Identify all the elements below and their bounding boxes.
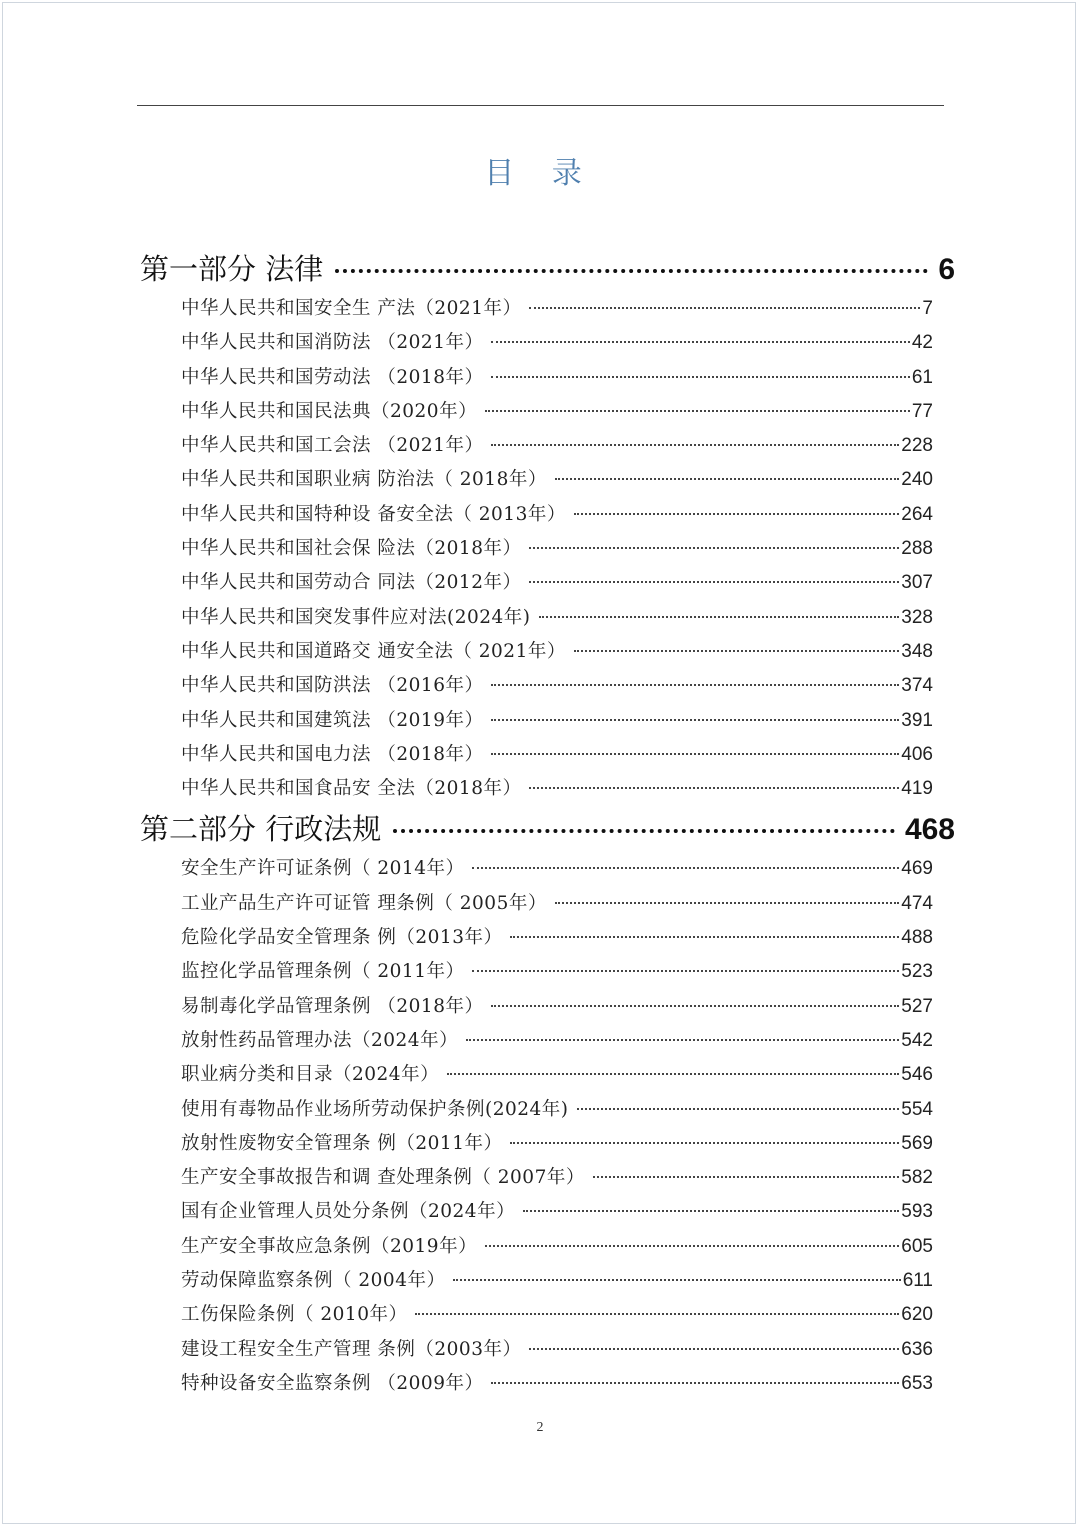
dot-leader [577, 1108, 900, 1110]
dot-leader [529, 307, 920, 309]
entry-label: 生产安全事故报告和调 查处理条例（ 2007年） [181, 1167, 585, 1189]
entry-label: 安全生产许可证条例（ 2014年） [181, 858, 465, 880]
entry-label: 中华人民共和国建筑法 （2019年） [181, 709, 484, 731]
toc-section-heading[interactable] [140, 246, 955, 292]
entry-page-number: 228 [901, 435, 933, 457]
toc-entry-list [140, 292, 955, 806]
entry-page-number: 374 [901, 675, 933, 697]
toc-entry[interactable] [140, 498, 955, 532]
toc-entry[interactable] [140, 852, 955, 886]
dot-leader [472, 867, 899, 869]
entry-label: 中华人民共和国道路交 通安全法（ 2021年） [181, 640, 566, 662]
entry-page-number: 582 [901, 1167, 933, 1189]
toc-entry[interactable] [140, 1024, 955, 1058]
entry-page-number: 636 [901, 1338, 933, 1360]
entry-page-number: 569 [901, 1132, 933, 1154]
entry-label: 使用有毒物品作业场所劳动保护条例(2024年) [181, 1098, 569, 1120]
dot-leader [491, 753, 899, 755]
toc-entry[interactable] [140, 738, 955, 772]
entry-label: 中华人民共和国职业病 防治法（ 2018年） [181, 469, 547, 491]
toc-entry[interactable] [140, 361, 955, 395]
dot-leader [491, 1005, 899, 1007]
toc-entry[interactable] [140, 1161, 955, 1195]
dot-leader [523, 1210, 899, 1212]
entry-label: 中华人民共和国消防法 （2021年） [181, 332, 484, 354]
entry-label: 中华人民共和国电力法 （2018年） [181, 743, 484, 765]
entry-label: 危险化学品安全管理条 例（2013年） [181, 927, 503, 949]
toc-entry[interactable] [140, 1264, 955, 1298]
toc-entry[interactable] [140, 635, 955, 669]
entry-label: 中华人民共和国防洪法 （2016年） [181, 675, 484, 697]
toc-entry[interactable] [140, 463, 955, 497]
entry-page-number: 7 [922, 298, 933, 319]
entry-label: 中华人民共和国工会法 （2021年） [181, 435, 484, 457]
dot-leader [529, 547, 899, 549]
entry-page-number: 593 [901, 1201, 933, 1223]
toc-entry[interactable] [140, 921, 955, 955]
section-page-number: 468 [904, 813, 955, 847]
dot-leader [491, 1382, 899, 1384]
toc-title: 目 录 [484, 156, 596, 191]
entry-page-number: 419 [901, 778, 933, 800]
dot-leader [491, 719, 899, 721]
toc-entry[interactable] [140, 395, 955, 429]
entry-label: 中华人民共和国劳动合 同法（2012年） [181, 572, 522, 594]
entry-page-number: 554 [901, 1098, 933, 1120]
dot-leader [510, 1142, 899, 1144]
toc-entry[interactable] [140, 292, 955, 326]
entry-page-number: 488 [901, 927, 933, 949]
entry-label: 建设工程安全生产管理 条例（2003年） [181, 1338, 522, 1360]
dot-leader [415, 1313, 899, 1315]
dot-leader [539, 616, 900, 618]
dot-leader [555, 478, 899, 480]
entry-label: 中华人民共和国突发事件应对法(2024年) [181, 606, 531, 628]
toc-entry[interactable] [140, 1195, 955, 1229]
entry-label: 工业产品生产许可证管 理条例（ 2005年） [181, 892, 547, 914]
toc-entry[interactable] [140, 326, 955, 360]
section-label: 第二部分 行政法规 [140, 812, 382, 847]
toc-entry[interactable] [140, 1058, 955, 1092]
dot-leader [491, 341, 909, 343]
entry-page-number: 42 [911, 332, 933, 354]
entry-page-number: 469 [901, 858, 933, 880]
dot-leader [453, 1279, 900, 1281]
header-rule [137, 105, 944, 106]
dot-leader [593, 1176, 899, 1178]
dot-leader [393, 829, 895, 833]
entry-page-number: 406 [901, 743, 933, 765]
entry-label: 工伤保险条例（ 2010年） [181, 1304, 408, 1326]
toc-entry[interactable] [140, 601, 955, 635]
toc-entry[interactable] [140, 772, 955, 806]
dot-leader [485, 1245, 899, 1247]
toc-entry[interactable] [140, 1333, 955, 1367]
toc-entry[interactable] [140, 704, 955, 738]
entry-page-number: 288 [901, 538, 933, 560]
entry-label: 特种设备安全监察条例 （2009年） [181, 1372, 484, 1394]
toc-entry[interactable] [140, 1298, 955, 1332]
entry-page-number: 546 [901, 1064, 933, 1086]
entry-label: 中华人民共和国劳动法 （2018年） [181, 366, 484, 388]
toc-entry[interactable] [140, 1230, 955, 1264]
dot-leader [529, 787, 899, 789]
entry-page-number: 611 [902, 1270, 933, 1292]
entry-page-number: 542 [901, 1029, 933, 1051]
toc-entry[interactable] [140, 990, 955, 1024]
toc-entry[interactable] [140, 429, 955, 463]
entry-label: 放射性药品管理办法（2024年） [181, 1029, 459, 1051]
entry-label: 监控化学品管理条例（ 2011年） [181, 961, 465, 983]
dot-leader [574, 513, 899, 515]
entry-label: 中华人民共和国食品安 全法（2018年） [181, 778, 522, 800]
entry-page-number: 523 [901, 961, 933, 983]
dot-leader [491, 684, 899, 686]
dot-leader [529, 581, 899, 583]
toc-section-heading[interactable] [140, 806, 955, 852]
entry-label: 国有企业管理人员处分条例（2024年） [181, 1201, 516, 1223]
entry-page-number: 240 [901, 469, 933, 491]
dot-leader [466, 1039, 899, 1041]
dot-leader [447, 1073, 899, 1075]
entry-page-number: 307 [901, 572, 933, 594]
entry-label: 易制毒化学品管理条例 （2018年） [181, 995, 484, 1017]
entry-label: 中华人民共和国安全生 产法（2021年） [181, 298, 522, 319]
dot-leader [491, 444, 899, 446]
entry-page-number: 527 [901, 995, 933, 1017]
entry-page-number: 77 [911, 400, 933, 422]
entry-page-number: 328 [901, 606, 933, 628]
entry-label: 中华人民共和国民法典（2020年） [181, 400, 478, 422]
entry-label: 劳动保障监察条例（ 2004年） [181, 1270, 446, 1292]
dot-leader [472, 970, 899, 972]
entry-page-number: 348 [901, 640, 933, 662]
dot-leader [491, 376, 909, 378]
dot-leader [510, 936, 899, 938]
entry-page-number: 605 [901, 1235, 933, 1257]
toc-entry[interactable] [140, 1127, 955, 1161]
entry-page-number: 474 [901, 892, 933, 914]
toc-entry[interactable] [140, 532, 955, 566]
page-number: 2 [536, 1420, 544, 1435]
toc-entry[interactable] [140, 955, 955, 989]
entry-page-number: 264 [901, 503, 933, 525]
toc-entry[interactable] [140, 1367, 955, 1401]
entry-label: 放射性废物安全管理条 例（2011年） [181, 1132, 503, 1154]
entry-label: 职业病分类和目录（2024年） [181, 1064, 440, 1086]
entry-label: 中华人民共和国社会保 险法（2018年） [181, 538, 522, 560]
entry-page-number: 391 [901, 709, 933, 731]
dot-leader [574, 650, 899, 652]
table-of-contents [140, 246, 955, 1401]
toc-entry[interactable] [140, 566, 955, 600]
toc-entry[interactable] [140, 669, 955, 703]
dot-leader [485, 410, 910, 412]
toc-entry[interactable] [140, 1093, 955, 1127]
section-label: 第一部分 法律 [140, 252, 324, 286]
toc-entry-list [140, 852, 955, 1401]
entry-page-number: 61 [911, 366, 933, 388]
toc-entry[interactable] [140, 887, 955, 921]
section-page-number: 6 [938, 253, 955, 286]
dot-leader [529, 1348, 899, 1350]
dot-leader [555, 902, 899, 904]
entry-page-number: 620 [901, 1304, 933, 1326]
entry-label: 生产安全事故应急条例（2019年） [181, 1235, 478, 1257]
dot-leader [335, 269, 928, 273]
entry-page-number: 653 [901, 1372, 933, 1394]
entry-label: 中华人民共和国特种设 备安全法（ 2013年） [181, 503, 566, 525]
